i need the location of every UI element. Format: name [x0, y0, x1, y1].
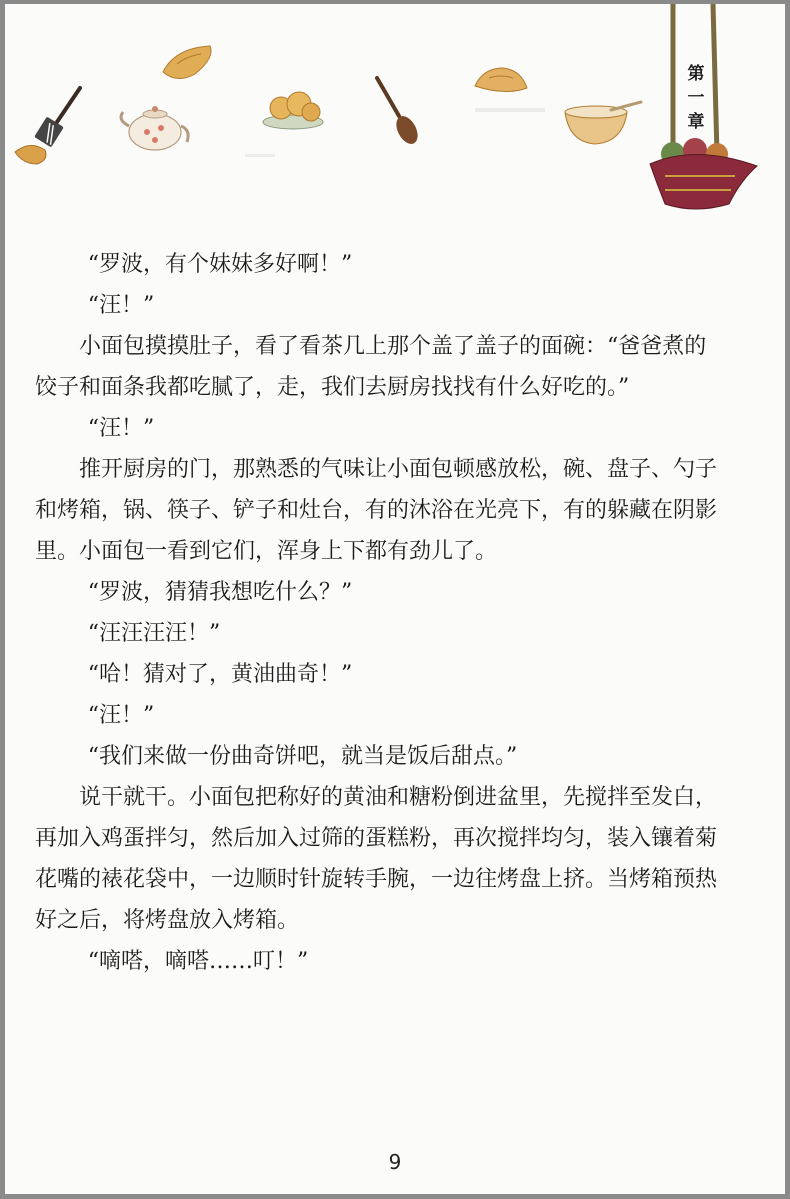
paragraph: “汪汪汪汪！”: [87, 621, 221, 646]
paragraph: 推开厨房的门，那熟悉的气味让小面包顿感放松，碗、盘子、勺子和烤箱，锅、筷子、铲子和灶台，有的沐浴在光亮下，有的躲藏在阴影里。小面包一看到它们，浑身上下都有劲儿了。: [35, 457, 718, 564]
bread-roll-icon: [163, 46, 211, 79]
paragraph: “哈！猜对了，黄油曲奇！”: [87, 662, 353, 687]
paragraph: “罗波，猜猜我想吃什么？”: [87, 580, 353, 605]
paragraph: “汪！”: [87, 703, 155, 728]
paragraph: “我们来做一份曲奇饼吧，就当是饭后甜点。”: [87, 744, 518, 769]
paragraph: “汪！”: [87, 293, 155, 318]
bread-plate-icon: [263, 92, 323, 129]
paragraph: 小面包摸摸肚子，看了看茶几上那个盖了盖子的面碗：“爸爸煮的饺子和面条我都吃腻了，走，我们去厨房找找有什么好吃的。”: [35, 334, 707, 400]
chapter-char: 章: [687, 112, 705, 132]
paragraph: “汪！”: [87, 416, 155, 441]
spatula-icon: [34, 88, 80, 147]
paragraph: “嘀嗒，嘀嗒……叮！”: [87, 949, 309, 974]
teapot-icon: [121, 106, 188, 150]
bowl-icon: [565, 102, 641, 144]
body-text: [35, 244, 725, 982]
chapter-label: [676, 62, 716, 134]
paragraph: “罗波，有个妹妹多好啊！”: [87, 252, 353, 277]
chapter-char: 一: [687, 88, 705, 108]
page-number: 9: [388, 1150, 402, 1174]
bread-bun-icon: [475, 68, 527, 92]
header-illustrations: [5, 4, 785, 224]
chapter-char: 第: [687, 64, 705, 84]
wooden-spoon-icon: [377, 78, 422, 147]
book-page: [5, 4, 785, 1194]
croissant-icon: [15, 145, 46, 164]
paragraph: 说干就干。小面包把称好的黄油和糖粉倒进盆里，先搅拌至发白，再加入鸡蛋拌匀，然后加入过筛的蛋糕粉，再次搅拌均匀，装入镶着菊花嘴的裱花袋中，一边顺时针旋转手腕，一边往烤盘上挤。当烤箱预热好之后，将烤盘放入烤箱。: [35, 785, 718, 933]
